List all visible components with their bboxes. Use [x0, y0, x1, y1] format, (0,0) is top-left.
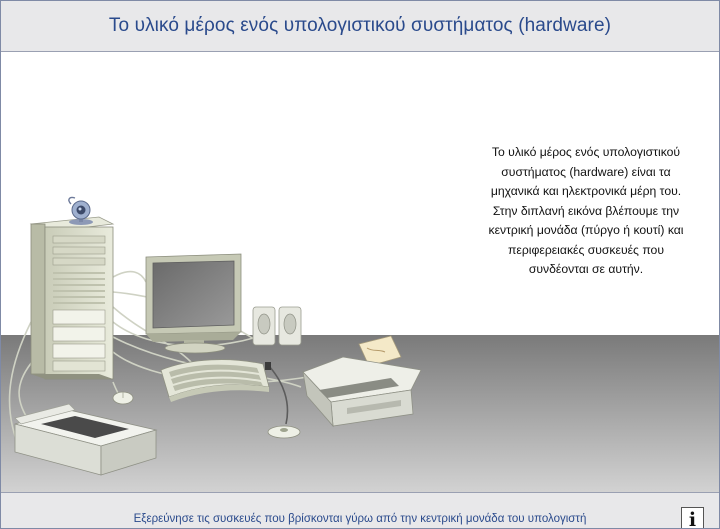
description-line: μηχανικά και ηλεκτρονικά μέρη του. [490, 184, 682, 198]
tower-case-icon[interactable] [31, 217, 113, 379]
mouse-icon[interactable] [113, 392, 133, 404]
page-title: Το υλικό μέρος ενός υπολογιστικού συστήματος (hardware) [108, 15, 612, 36]
scene-area [1, 52, 719, 492]
header-bar [1, 1, 719, 52]
footer-instruction: Εξερεύνησε τις συσκευές που βρίσκονται γύρω από την κεντρική μονάδα του υπολογιστή [133, 513, 587, 525]
info-button[interactable]: i [681, 507, 704, 529]
description-text [469, 143, 703, 280]
description-line: κεντρική μονάδα (πύργο ή κουτί) και [488, 223, 684, 237]
description-line: περιφερειακές συσκευές που [508, 242, 664, 257]
description-line: Το υλικό μέρος ενός υπολογιστικού [491, 145, 681, 159]
monitor-icon[interactable] [146, 254, 241, 353]
webcam-icon[interactable] [69, 197, 93, 225]
description-line: Στην διπλανή εικόνα βλέπουμε την [492, 203, 680, 218]
description-line: συνδέονται σε αυτήν. [528, 262, 644, 276]
footer-bar [1, 492, 719, 529]
description-line: συστήματος (hardware) είναι τα [501, 164, 671, 179]
